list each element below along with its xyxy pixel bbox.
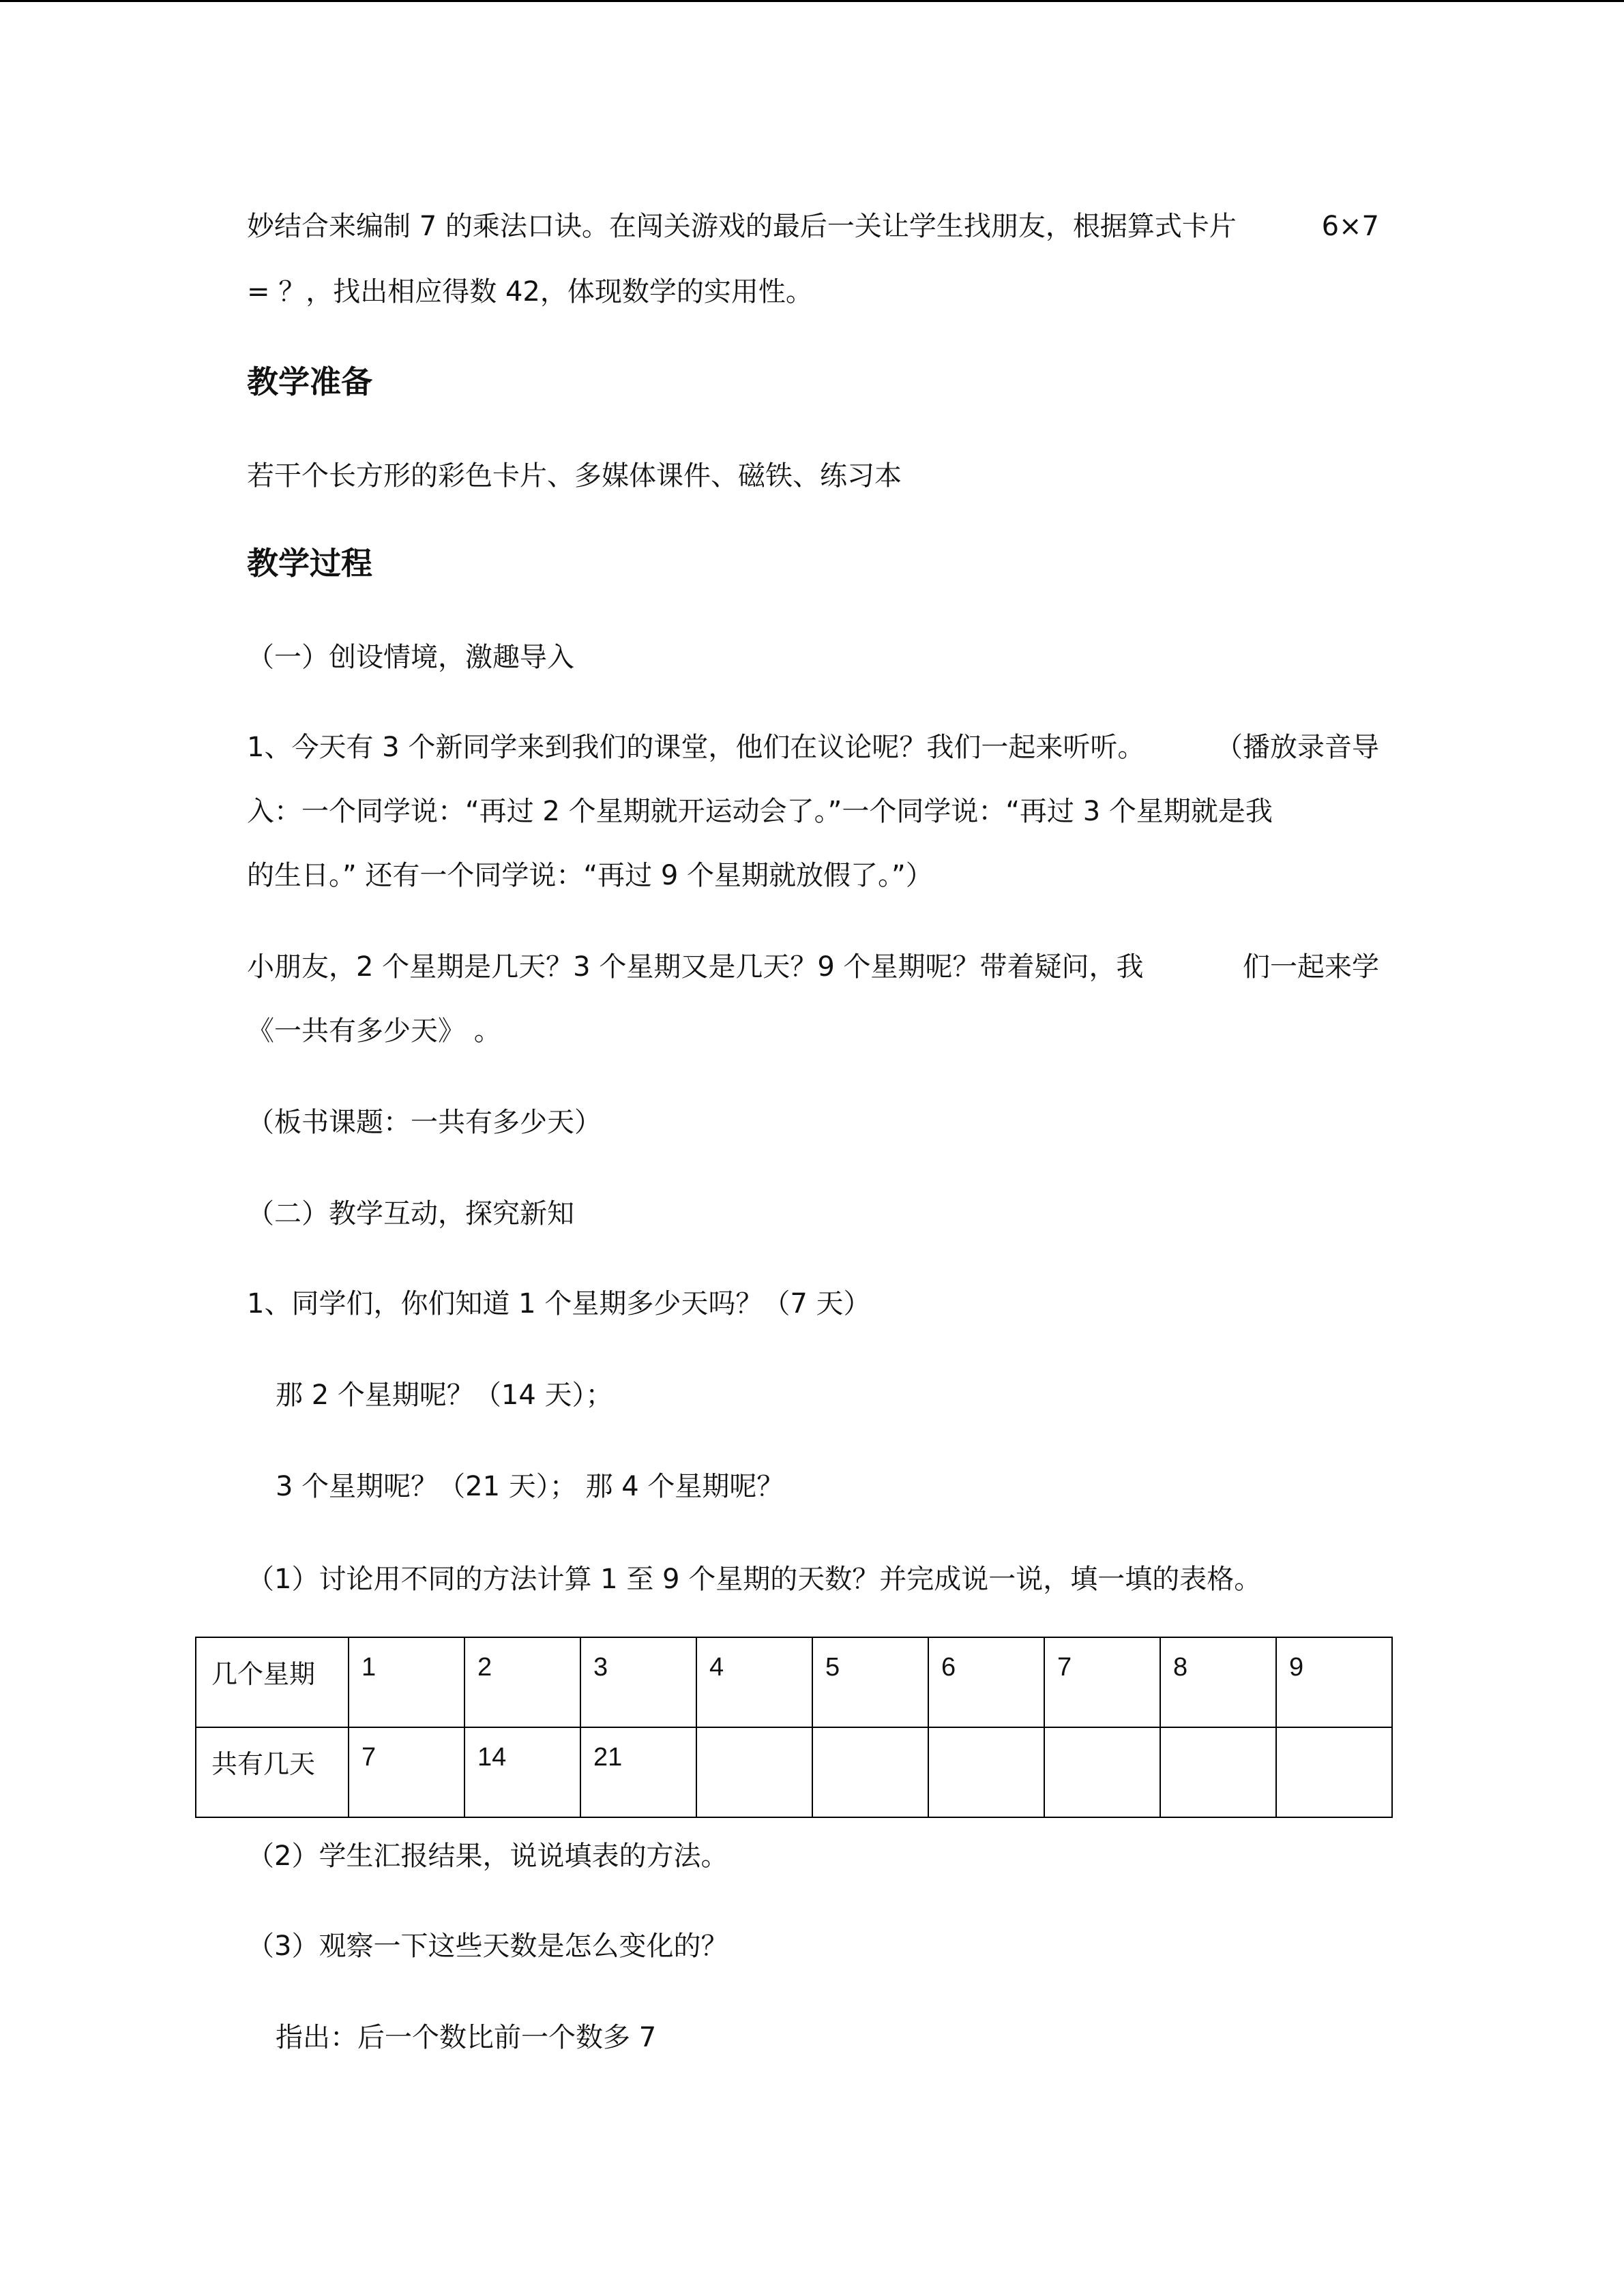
table-cell: 14 [464,1727,580,1817]
paragraph2-line-1-tail: 们一起来学 [1243,951,1379,983]
section1-title: （一）创设情境，激趣导入 [247,642,574,673]
table-cell-empty [1276,1727,1392,1817]
paragraph1-line-1 [247,728,1379,766]
table-header-weeks: 几个星期 [196,1637,349,1727]
table-cell-empty [1160,1727,1276,1817]
intro-line-1-formula: 6×7 [1321,211,1379,242]
paragraph1-line-1-text: 1、今天有 3 个新同学来到我们的课堂，他们在议论呢？我们一起来听听。 [247,732,1145,763]
table-cell: 5 [812,1637,928,1727]
page-top-border [0,0,1624,2]
intro-line-2: = ？，找出相应得数 42，体现数学的实用性。 [247,276,813,308]
teacher-point: 指出：后一个数比前一个数多 7 [276,2022,657,2053]
table-cell-empty [928,1727,1044,1817]
question-1: 1、同学们，你们知道 1 个星期多少天吗？（7 天） [247,1288,871,1320]
table-cell: 21 [580,1727,696,1817]
section2-title: （二）教学互动，探究新知 [247,1198,574,1229]
table-cell: 3 [580,1637,696,1727]
table-cell: 9 [1276,1637,1392,1727]
table-cell-empty [1044,1727,1160,1817]
preparation-text: 若干个长方形的彩色卡片、多媒体课件、磁铁、练习本 [247,460,902,492]
table-cell: 1 [349,1637,464,1727]
question-3: 3 个星期呢？（21 天）； 那 4 个星期呢？ [276,1471,784,1502]
table-row-days [196,1727,1392,1817]
table-header-days: 共有几天 [196,1727,349,1817]
paragraph2-line-1 [247,948,1379,986]
table-cell-empty [696,1727,812,1817]
paragraph2-line-2: 《一共有多少天》 。 [247,1015,501,1047]
table-row-weeks [196,1637,1392,1727]
table-cell: 2 [464,1637,580,1727]
heading-preparation: 教学准备 [247,363,372,400]
table-cell-empty [812,1727,928,1817]
question-2: 那 2 个星期呢？（14 天）； [276,1380,613,1411]
paragraph1-line-2: 入：一个同学说：“再过 2 个星期就开运动会了。”一个同学说：“再过 3 个星期就是我 [247,796,1273,827]
heading-process: 教学过程 [247,545,372,582]
paragraph2-line-1-text: 小朋友，2 个星期是几天？3 个星期又是几天？9 个星期呢？带着疑问，我 [247,951,1144,983]
weeks-days-table [195,1637,1393,1818]
task-2: （2）学生汇报结果，说说填表的方法。 [247,1840,728,1872]
intro-line-1 [247,207,1379,245]
paragraph1-line-1-note: （播放录音导 [1215,732,1379,763]
table-cell: 4 [696,1637,812,1727]
intro-line-1-text: 妙结合来编制 7 的乘法口诀。在闯关游戏的最后一关让学生找朋友，根据算式卡片 [247,211,1237,242]
table-cell: 6 [928,1637,1044,1727]
table-cell: 8 [1160,1637,1276,1727]
board-title: （板书课题：一共有多少天） [247,1107,602,1138]
task-1: （1）讨论用不同的方法计算 1 至 9 个星期的天数？并完成说一说，填一填的表格。 [247,1564,1262,1595]
paragraph1-line-3: 的生日。” 还有一个同学说：“再过 9 个星期就放假了。”） [247,860,933,891]
task-3: （3）观察一下这些天数是怎么变化的？ [247,1930,728,1962]
table-cell: 7 [349,1727,464,1817]
table-cell: 7 [1044,1637,1160,1727]
